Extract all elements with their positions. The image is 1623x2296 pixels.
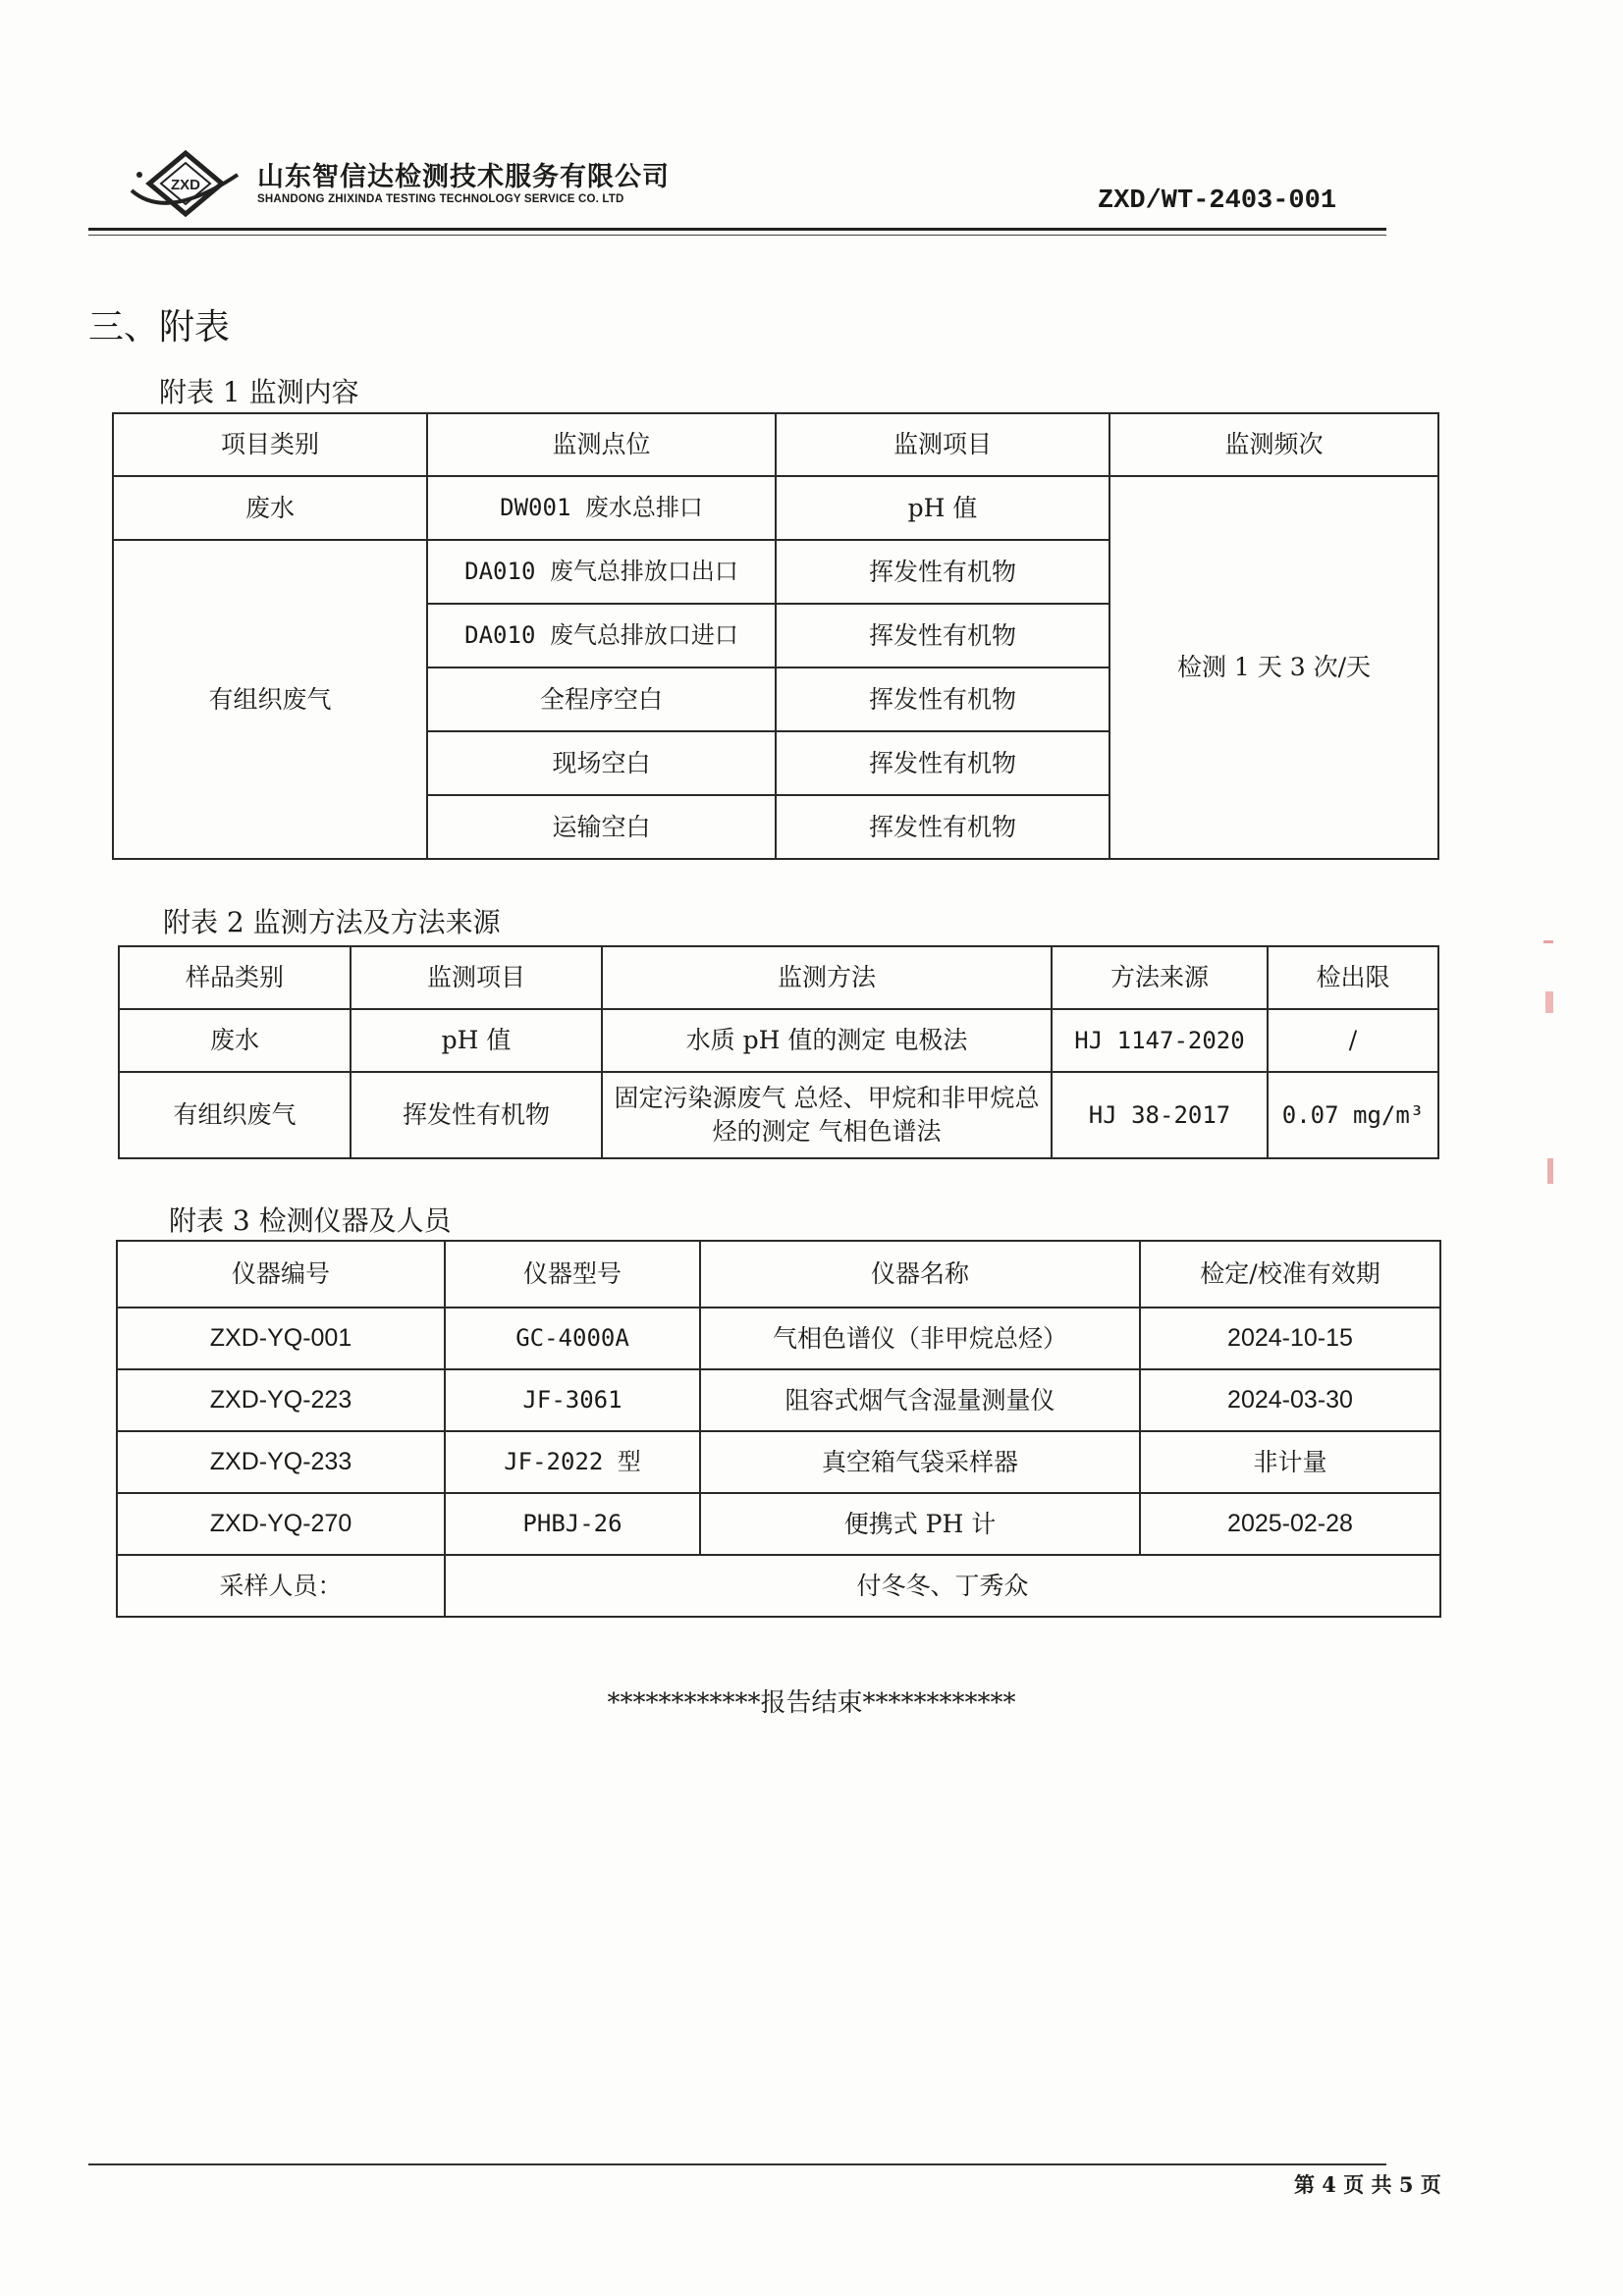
point-cell: 运输空白 (427, 795, 776, 859)
method-cell: 固定污染源废气 总烃、甲烷和非甲烷总烃的测定 气相色谱法 (602, 1072, 1052, 1158)
table-row (119, 1072, 1438, 1158)
table3-instruments (116, 1240, 1441, 1618)
model-cell: JF-3061 (445, 1369, 700, 1431)
table2-header-cell: 监测项目 (351, 946, 602, 1009)
limit-cell: / (1268, 1009, 1438, 1072)
table1-header-cell: 项目类别 (113, 413, 427, 476)
table2-monitoring-methods (118, 945, 1439, 1159)
frequency-cell: 检测 1 天 3 次/天 (1109, 476, 1438, 859)
table3-header-cell: 仪器编号 (117, 1241, 445, 1308)
category-cell: 废水 (119, 1009, 351, 1072)
report-number: ZXD/WT-2403-001 (1098, 187, 1337, 216)
table1-header-cell: 监测点位 (427, 413, 776, 476)
table-row (117, 1308, 1440, 1369)
sampler-label-cell: 采样人员： (117, 1555, 445, 1617)
table2-header-row (119, 946, 1438, 1009)
name-cell: 真空箱气袋采样器 (700, 1431, 1140, 1493)
table-row (113, 476, 1438, 540)
item-cell: 挥发性有机物 (776, 731, 1109, 795)
point-cell: 全程序空白 (427, 667, 776, 731)
item-cell: 挥发性有机物 (776, 540, 1109, 604)
table3-header-cell: 检定/校准有效期 (1140, 1241, 1440, 1308)
model-cell: GC-4000A (445, 1308, 700, 1369)
instrument-id-cell: ZXD-YQ-001 (117, 1308, 445, 1369)
table-row (117, 1369, 1440, 1431)
point-cell: DA010 废气总排放口出口 (427, 540, 776, 604)
instrument-id-cell: ZXD-YQ-270 (117, 1493, 445, 1555)
point-cell: DW001 废水总排口 (427, 476, 776, 540)
method-cell: 水质 pH 值的测定 电极法 (602, 1009, 1052, 1072)
report-end-marker: ************报告结束************ (607, 1688, 1016, 1718)
item-cell: pH 值 (351, 1009, 602, 1072)
logo-text: ZXD (171, 177, 200, 193)
company-name-cn: 山东智信达检测技术服务有限公司 (257, 162, 670, 192)
table3-header-cell: 仪器型号 (445, 1241, 700, 1308)
table1-header-cell: 监测频次 (1109, 413, 1438, 476)
category-cell: 有组织废气 (113, 540, 427, 859)
company-logo (128, 145, 243, 222)
table-row (117, 1431, 1440, 1493)
stamp-trace (1547, 1158, 1553, 1184)
company-name-en: SHANDONG ZHIXINDA TESTING TECHNOLOGY SERVICE CO. LTD (257, 193, 624, 205)
table-row (119, 1009, 1438, 1072)
table1-header-cell: 监测项目 (776, 413, 1109, 476)
table2-header-cell: 样品类别 (119, 946, 351, 1009)
table2-header-cell: 监测方法 (602, 946, 1052, 1009)
section-title: 三、附表 (88, 307, 231, 347)
limit-cell: 0.07 mg/m³ (1268, 1072, 1438, 1158)
model-cell: JF-2022 型 (445, 1431, 700, 1493)
table2-header-cell: 方法来源 (1052, 946, 1268, 1009)
table3-header-cell: 仪器名称 (700, 1241, 1140, 1308)
valid-date-cell: 2024-10-15 (1140, 1308, 1440, 1369)
table1-monitoring-content (112, 412, 1439, 860)
source-cell: HJ 1147-2020 (1052, 1009, 1268, 1072)
table1-caption: 附表 1 监测内容 (159, 376, 359, 408)
category-cell: 废水 (113, 476, 427, 540)
valid-date-cell: 2025-02-28 (1140, 1493, 1440, 1555)
item-cell: 挥发性有机物 (351, 1072, 602, 1158)
valid-date-cell: 2024-03-30 (1140, 1369, 1440, 1431)
item-cell: 挥发性有机物 (776, 795, 1109, 859)
point-cell: DA010 废气总排放口进口 (427, 604, 776, 667)
point-cell: 现场空白 (427, 731, 776, 795)
table2-header-cell: 检出限 (1268, 946, 1438, 1009)
table3-header-row (117, 1241, 1440, 1308)
item-cell: pH 值 (776, 476, 1109, 540)
category-cell: 有组织废气 (119, 1072, 351, 1158)
instrument-id-cell: ZXD-YQ-223 (117, 1369, 445, 1431)
item-cell: 挥发性有机物 (776, 667, 1109, 731)
header-rule (88, 228, 1386, 231)
model-cell: PHBJ-26 (445, 1493, 700, 1555)
header-rule-thin (88, 235, 1386, 236)
page-number: 第 4 页 共 5 页 (1294, 2172, 1441, 2197)
table2-caption: 附表 2 监测方法及方法来源 (163, 906, 501, 938)
source-cell: HJ 38-2017 (1052, 1072, 1268, 1158)
name-cell: 气相色谱仪（非甲烷总烃） (700, 1308, 1140, 1369)
item-cell: 挥发性有机物 (776, 604, 1109, 667)
table1-header-row (113, 413, 1438, 476)
name-cell: 便携式 PH 计 (700, 1493, 1140, 1555)
instrument-id-cell: ZXD-YQ-233 (117, 1431, 445, 1493)
stamp-trace (1543, 940, 1553, 943)
sampler-row (117, 1555, 1440, 1617)
table-row (117, 1493, 1440, 1555)
footer-rule (88, 2163, 1386, 2165)
table3-caption: 附表 3 检测仪器及人员 (169, 1204, 452, 1237)
stamp-trace (1545, 991, 1553, 1013)
valid-date-cell: 非计量 (1140, 1431, 1440, 1493)
sampler-value-cell: 付冬冬、丁秀众 (445, 1555, 1440, 1617)
name-cell: 阻容式烟气含湿量测量仪 (700, 1369, 1140, 1431)
